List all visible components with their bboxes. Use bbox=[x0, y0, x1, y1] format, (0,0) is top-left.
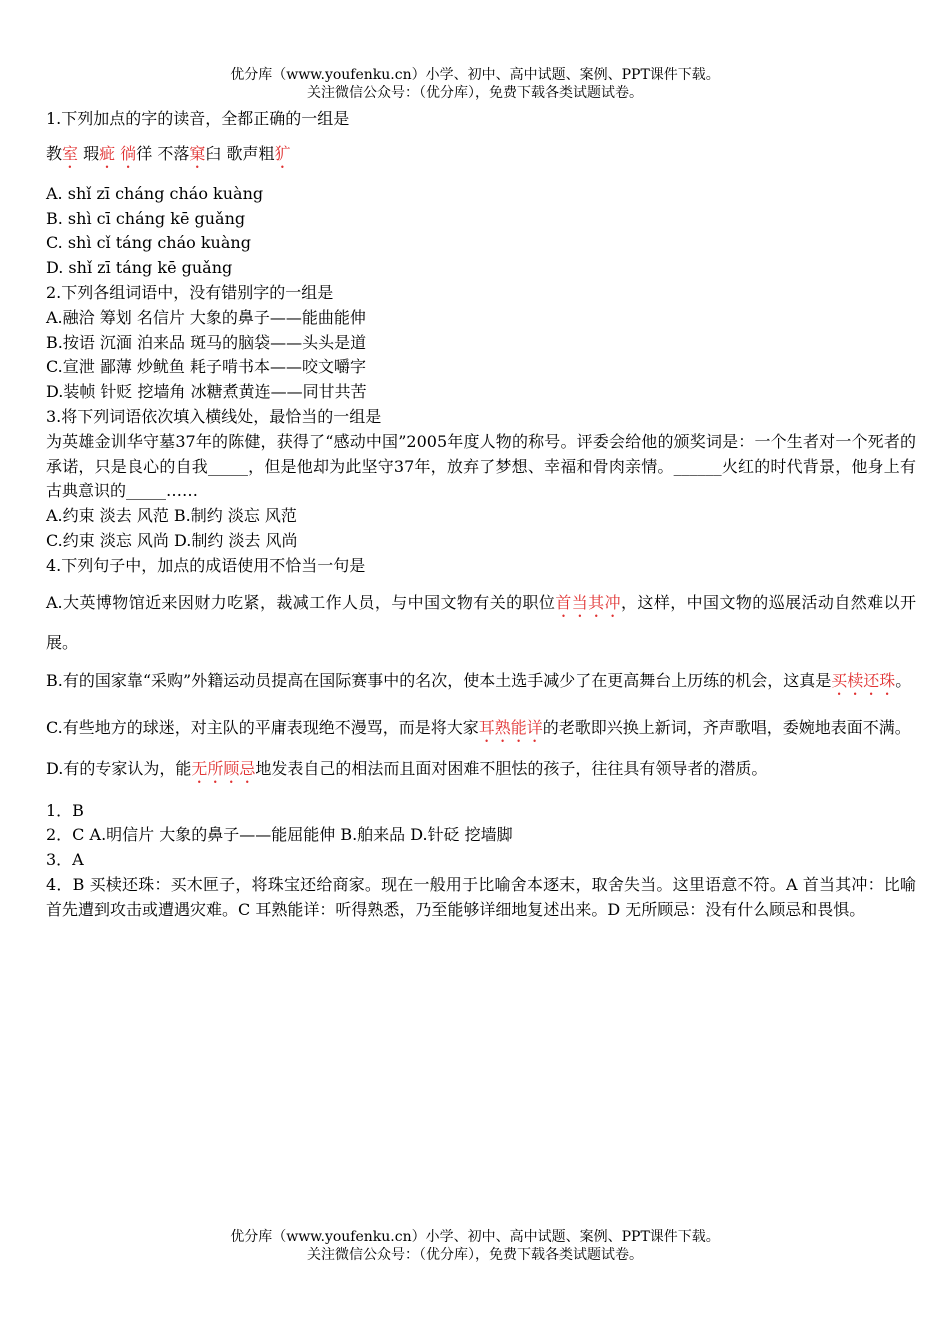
dotted-idiom: 无所顾忌 bbox=[191, 758, 256, 778]
q1-stem: 1.下列加点的字的读音，全都正确的一组是 bbox=[46, 109, 350, 128]
q3-passage: 为英雄金训华守墓37年的陈健，获得了“感动中国”2005年度人物的称号。评委会给他的颁奖词是：一个生者对一个死者的承诺，只是良心的自我_____，但是他却为此坚守37年，放弃了梦想、幸福和骨肉亲情。______火红的时代背景，他身上有古典意识的_____…… bbox=[46, 431, 916, 501]
q4-stem: 4.下列句子中，加点的成语使用不恰当一句是 bbox=[46, 555, 366, 575]
q1-option-b: B. shì cī cháng kē guǎng bbox=[46, 208, 246, 228]
footer-line-2: 关注微信公众号：（优分库），免费下载各类试题试卷。 bbox=[307, 1247, 643, 1263]
dotted-char: 犷 bbox=[274, 143, 291, 163]
footer-line-1: 优分库（www.youfenku.cn）小学、初中、高中试题、案例、PPT课件下载。 bbox=[230, 1229, 720, 1245]
dotted-char: 徜 bbox=[120, 143, 137, 163]
q1-option-d: D. shǐ zī táng kē guǎng bbox=[46, 258, 233, 278]
q3-options-ab: A.约束 淡去 风范 B.制约 淡忘 风范 bbox=[46, 506, 297, 526]
q3-stem: 3.将下列词语依次填入横线处，最恰当的一组是 bbox=[46, 406, 382, 426]
q2-stem: 2.下列各组词语中，没有错别字的一组是 bbox=[46, 282, 334, 302]
dotted-char: 疵 bbox=[99, 143, 116, 163]
dotted-idiom: 耳熟能详 bbox=[478, 717, 543, 737]
page-footer bbox=[0, 1228, 950, 1264]
q4-option-b: B.有的国家靠“采购”外籍运动员提高在国际赛事中的名次，使本土选手减少了在更高舞台上历练的机会，这真是买椟还珠。 bbox=[46, 670, 912, 690]
answer-2: 2．C A.明信片 大象的鼻子——能屈能伸 B.舶来品 D.针砭 挖墙脚 bbox=[46, 825, 513, 845]
q4-option-c: C.有些地方的球迷，对主队的平庸表现绝不漫骂，而是将大家耳熟能详的老歌即兴换上新词，齐声歌唱，委婉地表面不满。 bbox=[46, 717, 911, 737]
page-header bbox=[0, 66, 950, 102]
dotted-idiom: 首当其冲 bbox=[555, 592, 621, 612]
q2-option-d: D.装帧 针贬 挖墙角 冰糖煮黄连——同甘共苦 bbox=[46, 382, 367, 402]
q2-option-c: C.宣泄 鄙薄 炒鱿鱼 耗子啃书本——咬文嚼字 bbox=[46, 357, 367, 377]
dotted-char: 窠 bbox=[189, 143, 206, 163]
q4-option-d: D.有的专家认为，能无所顾忌地发表自己的相法而且面对困难不胆怯的孩子，往往具有领导者的潜质。 bbox=[46, 758, 768, 778]
answer-1: 1．B bbox=[46, 800, 84, 820]
header-line-1: 优分库（www.youfenku.cn）小学、初中、高中试题、案例、PPT课件下载。 bbox=[230, 67, 720, 83]
answer-3: 3．A bbox=[46, 850, 84, 870]
header-line-2: 关注微信公众号：（优分库），免费下载各类试题试卷。 bbox=[307, 85, 643, 101]
q1-option-a: A. shǐ zī cháng cháo kuàng bbox=[46, 183, 264, 203]
dotted-char: 室 bbox=[62, 143, 79, 163]
dotted-idiom: 买椟还珠 bbox=[831, 670, 896, 690]
document-body bbox=[46, 107, 916, 923]
q3-options-cd: C.约束 淡忘 风尚 D.制约 淡去 风尚 bbox=[46, 530, 298, 550]
q2-option-b: B.按语 沉湎 泊来品 斑马的脑袋——头头是道 bbox=[46, 332, 367, 352]
answer-4: 4．B 买椟还珠：买木匣子，将珠宝还给商家。现在一般用于比喻舍本逐末，取舍失当。这里语意不符。A 首当其冲：比喻首先遭到攻击或遭遇灾难。C 耳熟能详：听得熟悉，乃至能够详细地复述出来。D 无所顾忌：没有什么顾忌和畏惧。 bbox=[46, 874, 916, 919]
q4-option-a: A.大英博物馆近来因财力吃紧，裁减工作人员，与中国文物有关的职位首当其冲，这样，中国文物的巡展活动自然难以开展。 bbox=[46, 592, 916, 652]
q1-words: 教室 瑕疵 徜徉 不落窠臼 歌声粗犷 bbox=[46, 143, 291, 163]
q2-option-a: A.融洽 筹划 名信片 大象的鼻子——能曲能伸 bbox=[46, 307, 366, 327]
q1-option-c: C. shì cǐ táng cháo kuàng bbox=[46, 233, 251, 253]
